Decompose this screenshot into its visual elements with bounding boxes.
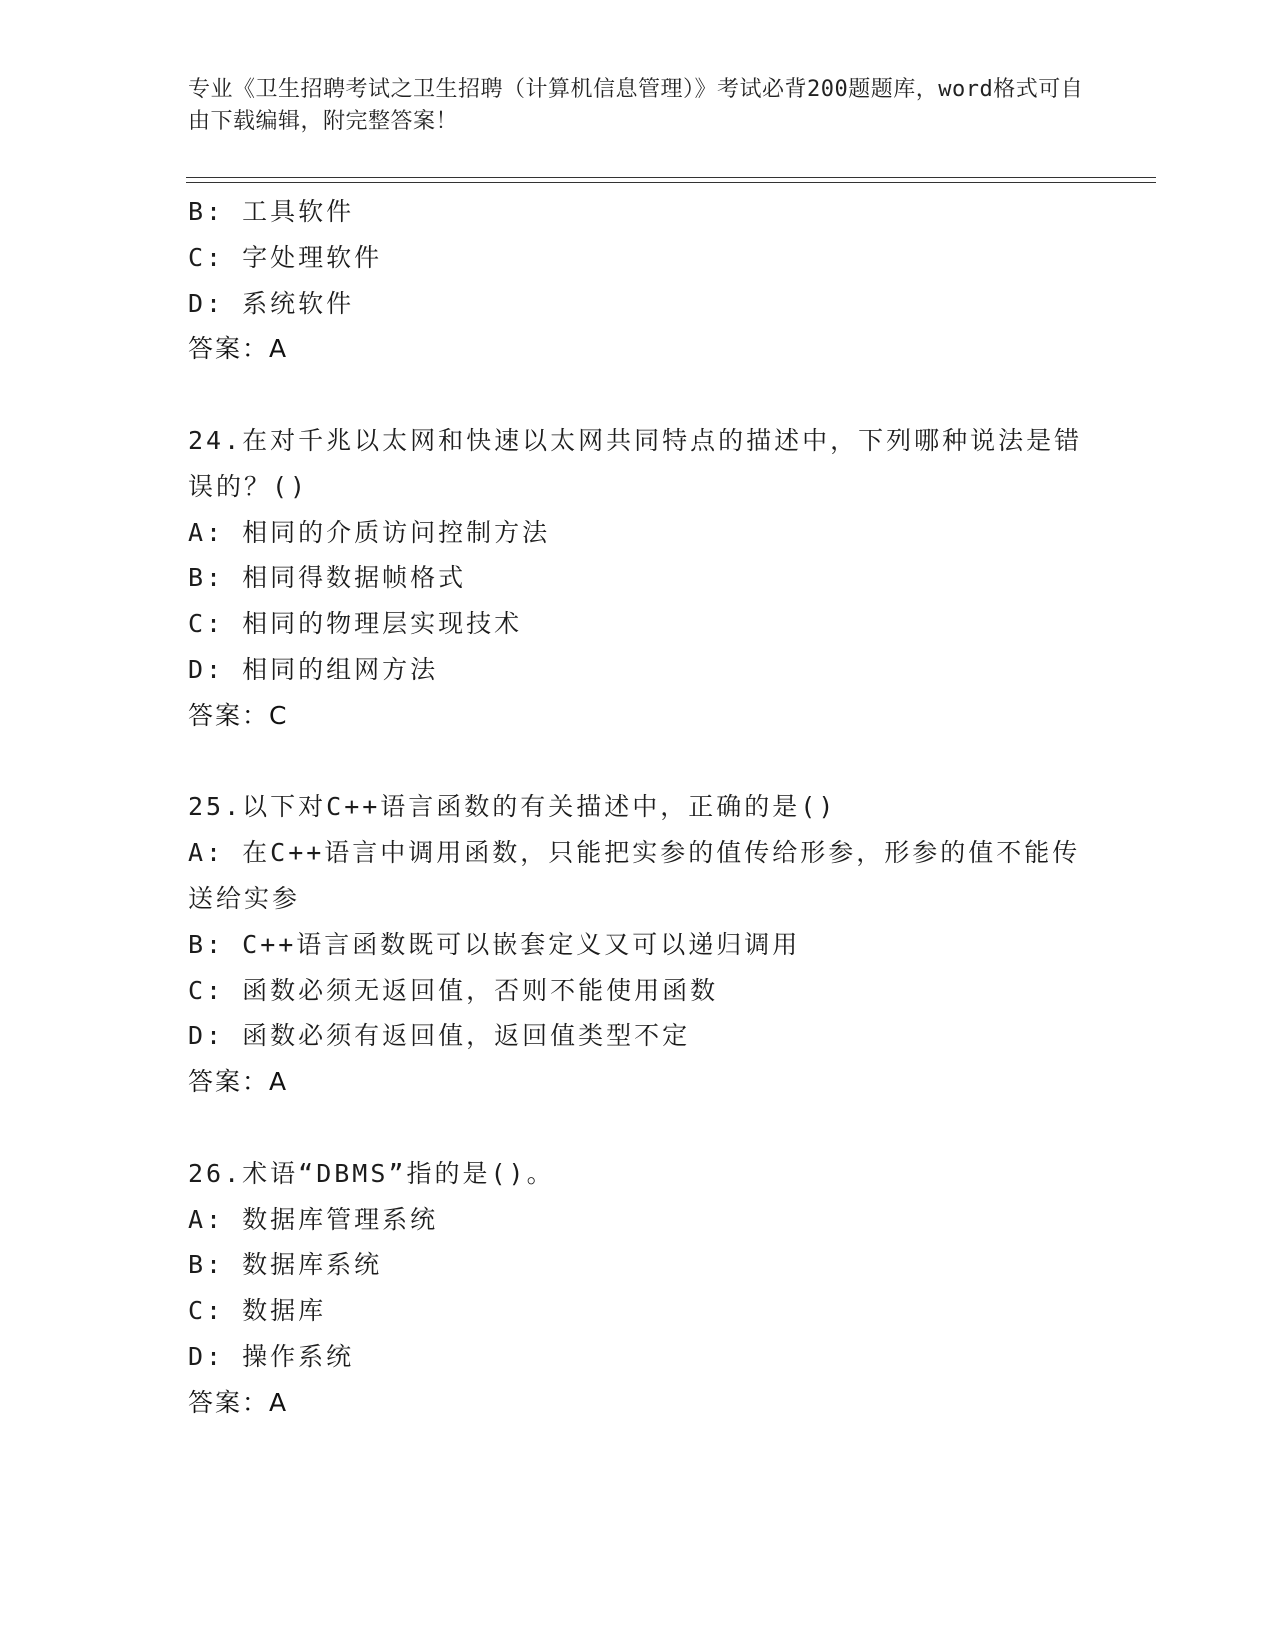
header-divider-top — [186, 177, 1156, 178]
question-stem: 26.术语“DBMS”指的是()。 — [188, 1158, 555, 1188]
option-b: B: 相同得数据帧格式 — [188, 563, 467, 593]
option-c: C: 数据库 — [188, 1296, 327, 1326]
spacer — [188, 372, 1088, 418]
option-d: D: 函数必须有返回值，返回值类型不定 — [188, 1021, 691, 1051]
question-stem: 24.在对千兆以太网和快速以太网共同特点的描述中，下列哪种说法是错误的？() — [188, 425, 1083, 501]
answer-line: 答案：A — [188, 1387, 289, 1417]
header-title: 专业《卫生招聘考试之卫生招聘（计算机信息管理）》考试必背200题题库，word格式可自由下载编辑，附完整答案！ — [188, 77, 1084, 134]
question-stem: 25.以下对C++语言函数的有关描述中，正确的是() — [188, 792, 837, 822]
header-divider-bottom — [186, 182, 1156, 183]
question-24 — [188, 418, 1088, 739]
option-b: B: C++语言函数既可以嵌套定义又可以递归调用 — [188, 929, 801, 959]
question-26 — [188, 1151, 1088, 1426]
answer-line: 答案：A — [188, 1067, 289, 1097]
question-25 — [188, 784, 1088, 1105]
option-c: C: 相同的物理层实现技术 — [188, 609, 523, 639]
option-a: A: 相同的介质访问控制方法 — [188, 517, 551, 547]
option-a: A: 数据库管理系统 — [188, 1204, 439, 1234]
question-list — [188, 189, 1088, 1426]
option-c: C: 字处理软件 — [188, 242, 383, 272]
spacer — [188, 1105, 1088, 1151]
answer-line: 答案：A — [188, 334, 289, 364]
option-b: B: 工具软件 — [188, 197, 355, 226]
option-b: B: 数据库系统 — [188, 1250, 383, 1280]
document-header — [188, 74, 1088, 138]
option-a: A: 在C++语言中调用函数，只能把实参的值传给形参，形参的值不能传送给实参 — [188, 838, 1081, 913]
option-d: D: 相同的组网方法 — [188, 654, 439, 684]
option-d: D: 操作系统 — [188, 1341, 355, 1371]
spacer — [188, 739, 1088, 785]
question-23-tail — [188, 189, 1088, 372]
answer-line: 答案：C — [188, 700, 289, 730]
option-c: C: 函数必须无返回值，否则不能使用函数 — [188, 975, 719, 1005]
option-d: D: 系统软件 — [188, 288, 355, 318]
